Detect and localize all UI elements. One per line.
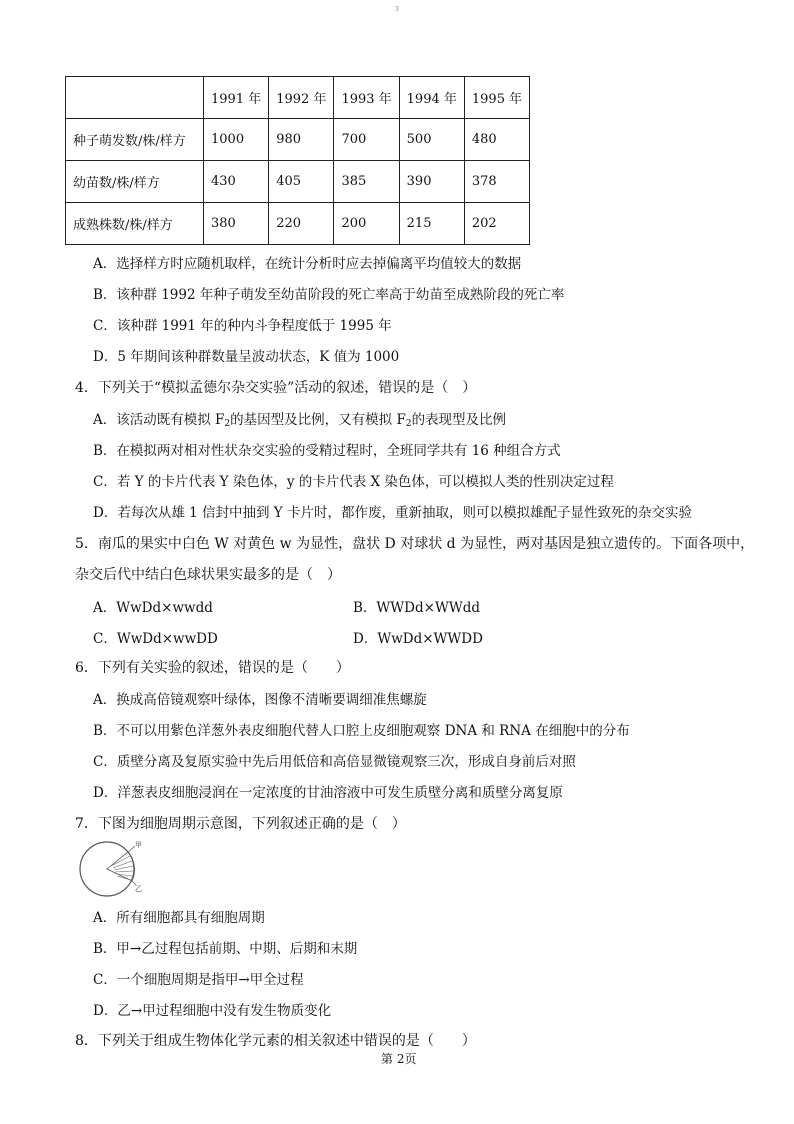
- table-cell: 700: [334, 119, 399, 161]
- q5-option-a: A．WwDd×wwdd: [93, 600, 213, 616]
- q3-option-c: C．该种群 1991 年的种内斗争程度低于 1995 年: [93, 318, 392, 334]
- q7-option-a: A．所有细胞都具有细胞周期: [93, 910, 265, 926]
- q5-option-b: B．WWDd×WWdd: [353, 600, 480, 616]
- cell-cycle-diagram: [75, 838, 145, 898]
- q4-option-a-text: 的基因型及比例，又有模拟 F: [230, 412, 406, 428]
- table-row-label: 幼苗数/株/样方: [66, 161, 204, 203]
- q6-option-d: D．洋葱表皮细胞浸润在一定浓度的甘油溶液中可发生质壁分离和质壁分离复原: [93, 785, 563, 801]
- q4-option-d: D．若每次从雄 1 信封中抽到 Y 卡片时，都作废，重新抽取，则可以模拟雄配子显性致死的杂交实验: [93, 505, 692, 521]
- table-header-row: [66, 77, 530, 119]
- table-header-cell: 1993 年: [334, 77, 399, 119]
- table-cell: 215: [399, 203, 464, 245]
- table-cell: 220: [269, 203, 334, 245]
- label-jia: 甲: [135, 841, 142, 849]
- table-cell: 202: [464, 203, 529, 245]
- q5-option-d: D．WwDd×WWDD: [353, 631, 483, 647]
- q7-option-c: C．一个细胞周期是指甲→甲全过程: [93, 972, 304, 988]
- table-cell: 1000: [204, 119, 269, 161]
- q6-option-a: A．换成高倍镜观察叶绿体，图像不清晰要调细准焦螺旋: [93, 692, 427, 708]
- table-header-cell: [66, 77, 204, 119]
- q7-stem: 7．下图为细胞周期示意图，下列叙述正确的是（ ）: [75, 816, 406, 832]
- table-cell: 385: [334, 161, 399, 203]
- table-cell: 378: [464, 161, 529, 203]
- table-header-cell: 1995 年: [464, 77, 529, 119]
- label-leader-jia: [128, 846, 135, 852]
- q7-option-d: D．乙→甲过程细胞中没有发生物质变化: [93, 1003, 332, 1019]
- table-row: [66, 203, 530, 245]
- label-yi: 乙: [135, 885, 142, 893]
- table-cell: 980: [269, 119, 334, 161]
- table-row: [66, 119, 530, 161]
- subscript: 2: [405, 419, 412, 429]
- q4-option-a-text: A．该活动既有模拟 F: [93, 412, 225, 428]
- subscript: 2: [224, 419, 231, 429]
- table-header-cell: 1994 年: [399, 77, 464, 119]
- q7-option-b: B．甲→乙过程包括前期、中期、后期和末期: [93, 941, 358, 957]
- q4-option-c: C．若 Y 的卡片代表 Y 染色体，y 的卡片代表 X 染色体，可以模拟人类的性别决定过程: [93, 474, 614, 490]
- q3-option-a: A．选择样方时应随机取样，在统计分析时应去掉偏离平均值较大的数据: [93, 256, 522, 272]
- q4-option-b: B．在模拟两对相对性状杂交实验的受精过程时，全班同学共有 16 种组合方式: [93, 443, 561, 459]
- table-cell: 390: [399, 161, 464, 203]
- table-header-cell: 1992 年: [269, 77, 334, 119]
- table-row-label: 成熟株数/株/样方: [66, 203, 204, 245]
- table-cell: 430: [204, 161, 269, 203]
- table-header-cell: 1991 年: [204, 77, 269, 119]
- q5-stem-line1: 5．南瓜的果实中白色 W 对黄色 w 为显性，盘状 D 对球状 d 为显性，两对基因是独立遗传的。下面各项中，: [75, 536, 755, 552]
- q8-stem: 8．下列关于组成生物体化学元素的相关叙述中错误的是（ ）: [75, 1033, 476, 1049]
- q6-stem: 6．下列有关实验的叙述，错误的是（ ）: [75, 660, 350, 676]
- table-cell: 500: [399, 119, 464, 161]
- population-data-table: [65, 76, 530, 245]
- q3-option-d: D．5 年期间该种群数量呈波动状态，K 值为 1000: [93, 349, 400, 365]
- table-cell: 380: [204, 203, 269, 245]
- q4-option-a-text: 的表现型及比例: [411, 412, 507, 428]
- page-footer: 第 2页: [381, 1052, 417, 1066]
- table-row-label: 种子萌发数/株/样方: [66, 119, 204, 161]
- table-row: [66, 161, 530, 203]
- table-cell: 200: [334, 203, 399, 245]
- q4-option-a: [93, 408, 506, 429]
- q5-stem-line2: 杂交后代中结白色球状果实最多的是（ ）: [75, 567, 341, 583]
- table-cell: 405: [269, 161, 334, 203]
- q5-option-c: C．WwDd×wwDD: [93, 631, 218, 647]
- page-top-mark: 3: [395, 6, 399, 13]
- q6-option-b: B．不可以用紫色洋葱外表皮细胞代替人口腔上皮细胞观察 DNA 和 RNA 在细胞中的分布: [93, 723, 630, 739]
- table-cell: 480: [464, 119, 529, 161]
- q3-option-b: B．该种群 1992 年种子萌发至幼苗阶段的死亡率高于幼苗至成熟阶段的死亡率: [93, 287, 565, 303]
- q6-option-c: C．质壁分离及复原实验中先后用低倍和高倍显微镜观察三次，形成自身前后对照: [93, 754, 576, 770]
- q4-stem: 4．下列关于“模拟孟德尔杂交实验”活动的叙述，错误的是（ ）: [75, 380, 477, 396]
